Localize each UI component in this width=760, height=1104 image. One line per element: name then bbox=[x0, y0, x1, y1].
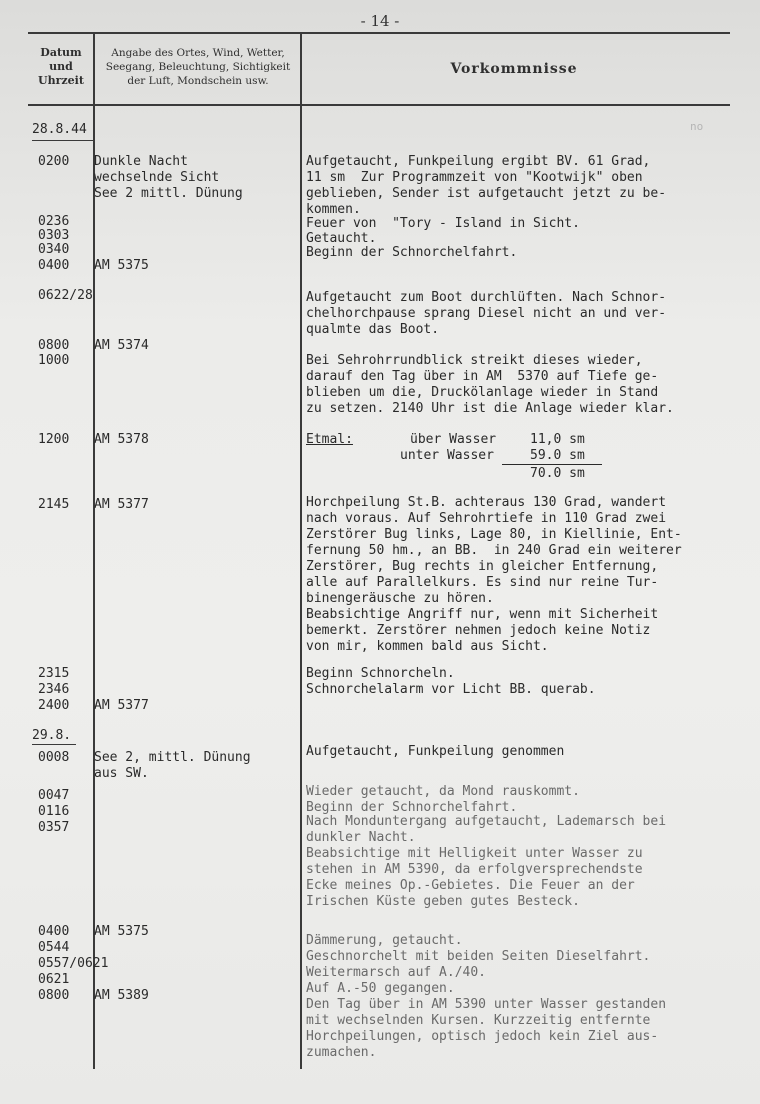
event-cell: Auf A.-50 gegangen. Den Tag über in AM 5390 unter Wasser gestanden mit wechselnden Kursen. Kurzzeitig entfernte Horchpeilungen, optisch jedoch kein Ziel aus- zumachen. bbox=[306, 981, 667, 1060]
time-cell: 0544 bbox=[38, 940, 70, 955]
etmal-under-value: 59.0 sm bbox=[530, 448, 585, 463]
event-cell: Getaucht. bbox=[306, 231, 377, 246]
time-cell: 0303 bbox=[38, 228, 70, 243]
time-cell: 0200 bbox=[38, 154, 70, 169]
event-cell: Horchpeilung St.B. achteraus 130 Grad, wandert nach voraus. Auf Sehrohrtiefe in 110 Grad zwei Zerstörer Bug links, Lage 80, in Kiellinie, Ent- fernung 50 hm., an BB. in 240 Grad ein weiterer Zerstörer, Bug rechts in gleicher Entfernung, alle auf Parallelkurs. Es sind nur reine Tur- binengeräusche zu hören. Beabsichtige Angriff nur, wenn mit Sicherheit bemerkt. Zerstörer nehmen jedoch keine Notiz von mir, kommen bald aus Sicht. bbox=[306, 495, 682, 654]
time-cell: 0008 bbox=[38, 750, 70, 765]
event-cell: Dämmerung, getaucht. bbox=[306, 933, 463, 948]
etmal-over-label: über Wasser bbox=[410, 432, 497, 447]
event-cell: Aufgetaucht, Funkpeilung genommen bbox=[306, 744, 565, 759]
time-cell: 0400 bbox=[38, 258, 70, 273]
position-cell: AM 5375 bbox=[94, 258, 149, 273]
header-vorkommnisse: Vorkommnisse bbox=[450, 61, 578, 77]
time-cell: 2315 bbox=[38, 666, 70, 681]
date-heading-2: 29.8. bbox=[32, 728, 72, 743]
time-cell: 1200 bbox=[38, 432, 70, 447]
time-cell: 2346 bbox=[38, 682, 70, 697]
time-cell: 0557/0621 bbox=[38, 956, 109, 971]
time-cell: 0116 bbox=[38, 804, 70, 819]
time-cell: 0340 bbox=[38, 242, 70, 257]
event-cell: Geschnorchelt mit beiden Seiten Dieselfahrt. bbox=[306, 949, 651, 964]
time-cell: 0236 bbox=[38, 214, 70, 229]
event-cell: Beginn Schnorcheln. bbox=[306, 666, 455, 681]
column-divider-right bbox=[300, 33, 302, 1069]
position-cell: AM 5389 bbox=[94, 988, 149, 1003]
etmal-label: Etmal: bbox=[306, 432, 353, 447]
event-cell: Wieder getaucht, da Mond rauskommt. bbox=[306, 784, 580, 799]
smudge-mark: no bbox=[690, 120, 704, 133]
position-cell: AM 5378 bbox=[94, 432, 149, 447]
time-cell: 0400 bbox=[38, 924, 70, 939]
time-cell: 0800 bbox=[38, 988, 70, 1003]
event-cell: Beginn der Schnorchelfahrt. bbox=[306, 800, 518, 815]
header-datum: Datum und Uhrzeit bbox=[38, 46, 84, 87]
event-cell: Schnorchelalarm vor Licht BB. querab. bbox=[306, 682, 596, 697]
time-cell: 2145 bbox=[38, 497, 70, 512]
etmal-over-value: 11,0 sm bbox=[530, 432, 585, 447]
event-cell: Nach Monduntergang aufgetaucht, Lademarsch bei dunkler Nacht. Beabsichtige mit Helligkeit unter Wasser zu stehen in AM 5390, da erfolgversprechendste Ecke meines Op.-Gebietes. Die Feuer an der Irischen Küste geben gutes Besteck. bbox=[306, 814, 667, 909]
event-cell: Feuer von "Tory - Island in Sicht. bbox=[306, 216, 580, 231]
position-cell: AM 5377 bbox=[94, 698, 149, 713]
header-bottom-rule bbox=[28, 104, 730, 106]
time-cell: 0622/28 bbox=[38, 288, 93, 303]
date-heading-1: 28.8.44 bbox=[32, 122, 87, 137]
event-cell: Bei Sehrohrrundblick streikt dieses wieder, darauf den Tag über in AM 5370 auf Tiefe ge- blieben um die, Druckölanlage wieder in Stand zu setzen. 2140 Uhr ist die Anlage wieder klar. bbox=[306, 353, 674, 416]
position-cell: AM 5374 bbox=[94, 338, 149, 353]
time-cell: 1000 bbox=[38, 353, 70, 368]
position-cell: AM 5377 bbox=[94, 497, 149, 512]
time-cell: 0047 bbox=[38, 788, 70, 803]
event-cell: Beginn der Schnorchelfahrt. bbox=[306, 245, 518, 260]
header-ort: Angabe des Ortes, Wind, Wetter, Seegang, Beleuchtung, Sichtigkeit der Luft, Mondschein usw. bbox=[105, 47, 291, 87]
event-cell: Weitermarsch auf A./40. bbox=[306, 965, 487, 980]
etmal-sum-line bbox=[502, 464, 602, 465]
time-cell: 0357 bbox=[38, 820, 70, 835]
position-cell: AM 5375 bbox=[94, 924, 149, 939]
date-underline-1 bbox=[32, 140, 94, 141]
conditions-cell: See 2, mittl. Dünung aus SW. bbox=[94, 750, 251, 781]
time-cell: 2400 bbox=[38, 698, 70, 713]
event-cell: Aufgetaucht zum Boot durchlüften. Nach Schnor- chelhorchpause sprang Diesel nicht an und ver- qualmte das Boot. bbox=[306, 290, 667, 337]
etmal-under-label: unter Wasser bbox=[400, 448, 494, 463]
header-top-rule bbox=[28, 32, 730, 34]
page-number: - 14 - bbox=[360, 12, 400, 30]
date-underline-2 bbox=[32, 744, 76, 745]
etmal-total: 70.0 sm bbox=[530, 466, 585, 481]
time-cell: 0621 bbox=[38, 972, 70, 987]
time-cell: 0800 bbox=[38, 338, 70, 353]
conditions-cell: Dunkle Nacht wechselnde Sicht See 2 mittl. Dünung bbox=[94, 154, 243, 201]
event-cell: Aufgetaucht, Funkpeilung ergibt BV. 61 Grad, 11 sm Zur Programmzeit von "Kootwijk" oben geblieben, Sender ist aufgetaucht jetzt zu be- kommen. bbox=[306, 154, 667, 217]
